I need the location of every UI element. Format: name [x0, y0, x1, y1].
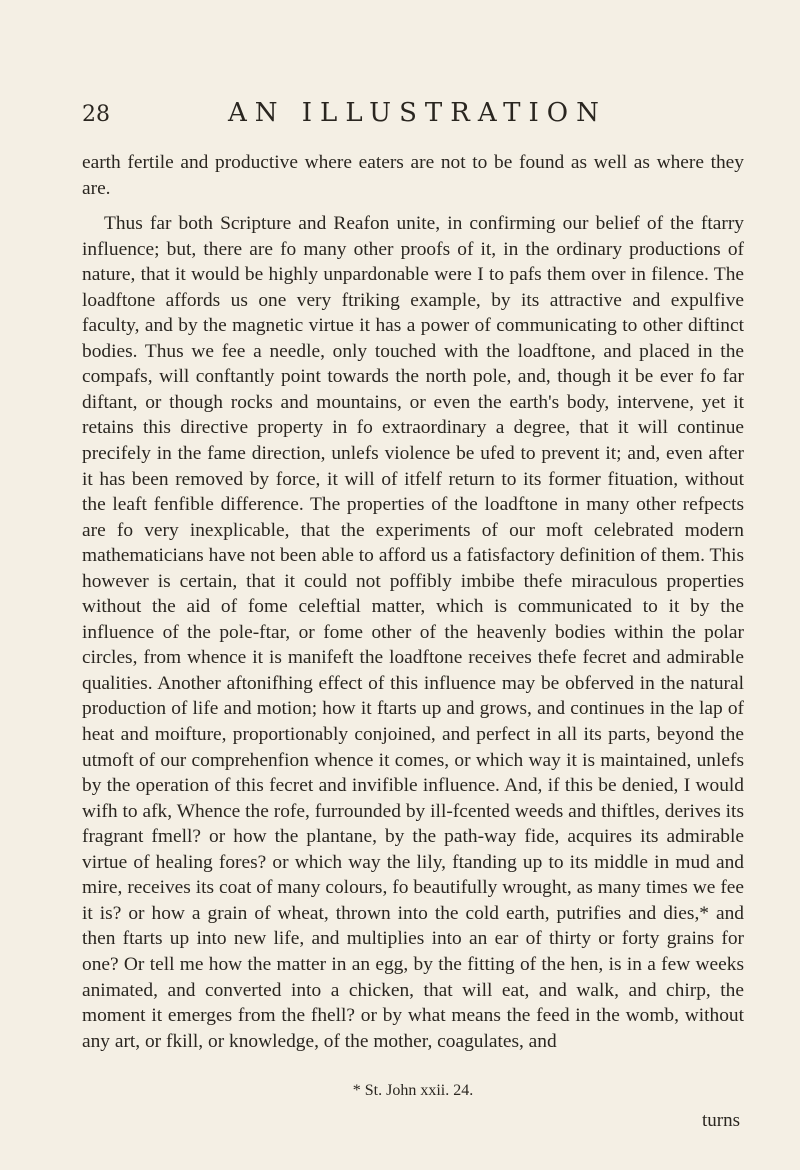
running-title: AN ILLUSTRATION: [228, 98, 607, 128]
paragraph: Thus far both Scripture and Reafon unite, in confirming our belief of the ftarry influence; but, there are fo many other proofs of it, in the ordinary productions of nature, that it would be highly unpardonable were I to pafs them over in filence. The loadftone affords us one very ftriking example, by its attractive and expulfive faculty, and by the magnetic virtue it has a power of communicating to other diftinct bodies. Thus we fee a needle, only touched with the loadftone, and placed in the compafs, will conftantly point towards the north pole, and, though it be ever fo far diftant, or though rocks and mountains, or even the earth's body, intervene, yet it retains this directive property in fo extraordinary a degree, that it will continue precifely in the fame direction, unlefs violence be ufed to prevent it; and, even after it has been removed by force, it will of itfelf return to its former fituation, without the leaft fenfible difference. The properties of the loadftone in many other refpects are fo very inexplicable, that the experiments of our moft celebrated modern mathematicians have not been able to afford us a fatisfactory definition of them. This however is certain, that it could not poffibly imbibe thefe miraculous properties without the aid of fome celeftial matter, which is communicated to it by the influence of the pole-ftar, or fome other of the heavenly bodies within the polar circles, from whence it is manifeft the loadftone receives thefe fecret and admirable qualities. Another aftonifhing effect of this influence may be obferved in the natural production of life and motion; how it ftarts up and grows, and continues in the lap of heat and moifture, proportionably conjoined, and perfect in all its parts, beyond the utmoft of our comprehenfion whence it comes, or which way it is maintained, unlefs by the operation of this fecret and invifible influence. And, if this be denied, I would wifh to afk, Whence the rofe, furrounded by ill-fcented weeds and thiftles, derives its fragrant fmell? or how the plantane, by the path-way fide, acquires its admirable virtue of healing fores? or which way the lily, ftanding up to its middle in mud and mire, receives its coat of many colours, fo beautifully wrought, as many times we fee it is? or how a grain of wheat, thrown into the cold earth, putrifies and dies,* and then ftarts up into new life, and multiplies into an ear of thirty or forty grains for one? Or tell me how the matter in an egg, by the fitting of the hen, is in a few weeks animated, and converted into a chicken, that will eat, and walk, and chirp, the moment it emerges from the fhell? or by what means the feed in the womb, without any art, or fkill, or knowledge, of the mother, coagulates, and: [82, 213, 744, 1052]
footnote: * St. John xxii. 24.: [352, 1082, 474, 1099]
paragraph-continued: earth fertile and productive where eaters are not to be found as well as where they are.: [82, 152, 744, 199]
page-number: 28: [82, 102, 110, 127]
body-text: [82, 150, 744, 1054]
page-header: [82, 98, 742, 130]
catchword: turns: [702, 1110, 740, 1131]
